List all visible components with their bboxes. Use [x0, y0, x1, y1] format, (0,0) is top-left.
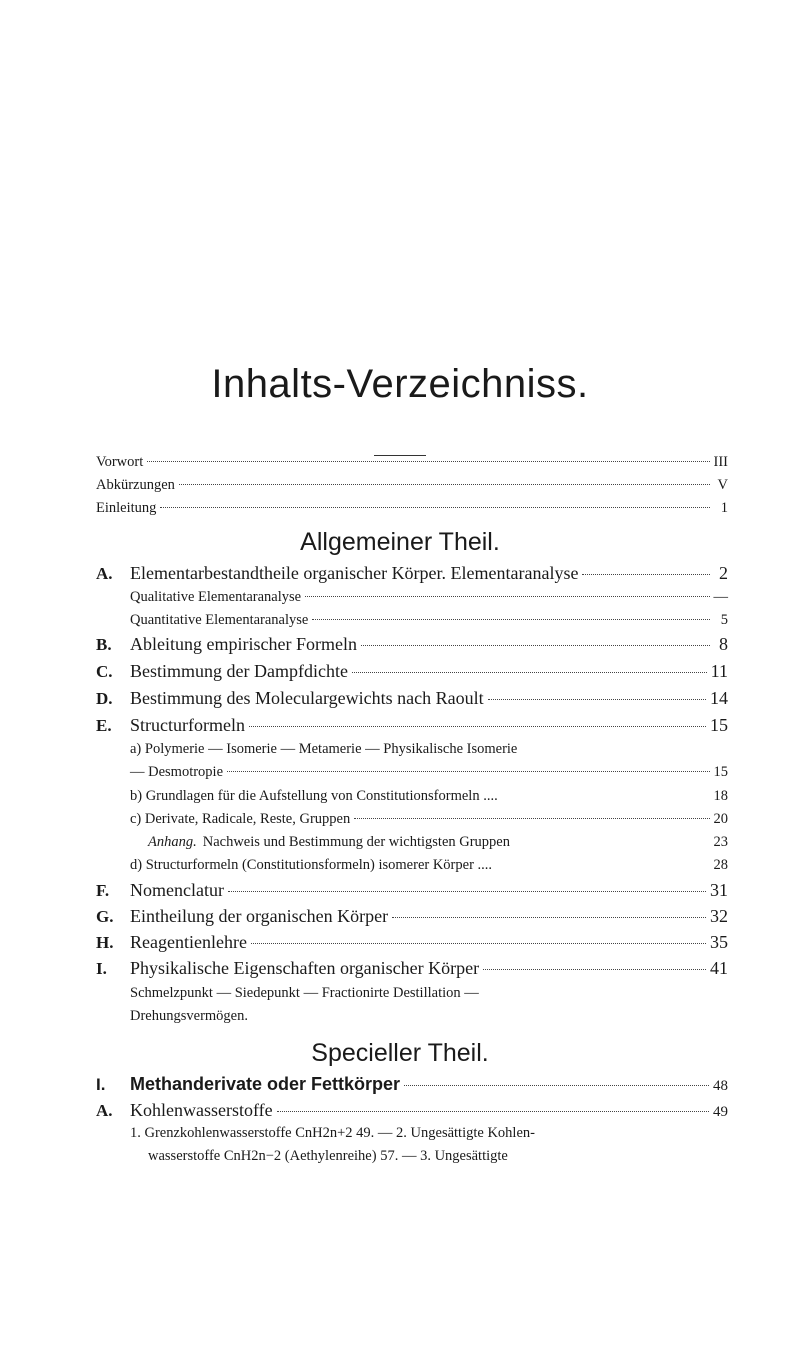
entry-text: Physikalische Eigenschaften organischer Körper: [130, 958, 480, 978]
dot-leader: [251, 943, 706, 944]
entry-label: A.: [96, 1101, 113, 1120]
toc-entry-B: [96, 634, 728, 655]
entry-text: Nomenclatur: [130, 880, 224, 900]
dot-leader: [361, 645, 710, 646]
dot-leader: [160, 507, 710, 508]
toc-entry-vorwort: [96, 454, 728, 471]
anhang-label: Anhang.: [148, 834, 197, 850]
dot-leader: [228, 891, 706, 892]
toc-subentry-physik-line2: Drehungsvermögen.: [130, 1008, 248, 1024]
entry-text: — Desmotropie: [130, 764, 224, 780]
page-number: V: [717, 477, 728, 493]
toc-subentry-b: [130, 788, 728, 805]
entry-text: Einleitung: [96, 500, 157, 516]
page-number: —: [713, 589, 728, 605]
page-number: 15: [713, 764, 728, 780]
dot-leader: [227, 771, 709, 772]
page-number: 14: [710, 688, 728, 708]
toc-entry-G: [96, 906, 728, 927]
entry-text: b) Grundlagen für die Aufstellung von Constitutionsformeln ....: [130, 788, 498, 804]
page-number: 48: [713, 1078, 728, 1094]
page-number: 28: [713, 857, 728, 873]
page-number: 41: [710, 958, 728, 978]
entry-label: F.: [96, 881, 110, 900]
toc-subentry-a-line2: [130, 764, 728, 781]
entry-text: Reagentienlehre: [130, 932, 247, 952]
entry-text: Kohlenwasserstoffe: [130, 1100, 273, 1120]
toc-subentry-d: [130, 857, 728, 874]
dot-leader: [488, 699, 706, 700]
section-heading-specieller: Specieller Theil.: [311, 1039, 489, 1067]
entry-label: D.: [96, 689, 113, 708]
entry-label: B.: [96, 635, 112, 654]
page-number: 18: [713, 788, 728, 804]
entry-label: I.: [96, 959, 107, 978]
entry-label: C.: [96, 662, 113, 681]
entry-text: Elementarbestandtheile organischer Körper. Elementaranalyse: [130, 563, 579, 583]
page-number: 5: [720, 612, 728, 628]
dot-leader: [249, 726, 706, 727]
entry-text: Abkürzungen: [96, 477, 175, 493]
entry-label: G.: [96, 907, 114, 926]
dot-leader: [312, 619, 710, 620]
toc-entry-F: [96, 880, 728, 901]
entry-label: H.: [96, 933, 114, 952]
dot-leader: [582, 574, 710, 575]
toc-subentry-qualitative: [130, 589, 728, 606]
dot-leader: [392, 917, 706, 918]
page-number: 8: [719, 634, 728, 654]
entry-text: c) Derivate, Radicale, Reste, Gruppen: [130, 811, 351, 827]
toc-entry-I: [96, 958, 728, 979]
toc-subentry-c: [130, 811, 728, 828]
entry-text: Vorwort: [96, 454, 144, 470]
entry-text: Bestimmung des Moleculargewichts nach Raoult: [130, 688, 484, 708]
entry-text: d) Structurformeln (Constitutionsformeln) isomerer Körper ....: [130, 857, 493, 873]
toc-entry-E: [96, 715, 728, 736]
entry-label: I.: [96, 1075, 106, 1094]
entry-text: Nachweis und Bestimmung der wichtigsten Gruppen: [202, 834, 510, 850]
page-number: III: [713, 454, 728, 470]
toc-entry-D: [96, 688, 728, 709]
toc-subentry-quantitative: [130, 612, 728, 629]
entry-text: Methanderivate oder Fettkörper: [130, 1074, 401, 1094]
page-number: 1: [720, 500, 728, 516]
toc-entry-einleitung: [96, 500, 728, 517]
dot-leader: [147, 461, 709, 462]
toc-subentry-a-line1: a) Polymerie — Isomerie — Metamerie — Physikalische Isomerie: [130, 741, 518, 757]
page-number: 20: [713, 811, 728, 827]
page-number: 35: [710, 932, 728, 952]
entry-text: Bestimmung der Dampfdichte: [130, 661, 348, 681]
dot-leader: [354, 818, 709, 819]
entry-text: Structurformeln: [130, 715, 245, 735]
toc-subentry-kohlenwasserstoffe-line2: wasserstoffe CnH2n−2 (Aethylenreihe) 57. — 3. Ungesättigte: [148, 1148, 508, 1164]
page-number: 11: [710, 661, 728, 681]
toc-entry-special-A: [96, 1100, 728, 1121]
page-number: 2: [719, 563, 728, 583]
page-number: 23: [713, 834, 728, 850]
toc-entry-H: [96, 932, 728, 953]
entry-text: Ableitung empirischer Formeln: [130, 634, 357, 654]
dot-leader: [305, 596, 709, 597]
page-number: 49: [713, 1104, 728, 1120]
page-number: 15: [710, 715, 728, 735]
dot-leader: [483, 969, 706, 970]
dot-leader: [179, 484, 710, 485]
toc-entry-C: [96, 661, 728, 682]
toc-subentry-physik-line1: Schmelzpunkt — Siedepunkt — Fractionirte Destillation —: [130, 985, 479, 1001]
toc-entry-A: [96, 563, 728, 584]
dot-leader: [277, 1111, 709, 1112]
entry-text: Quantitative Elementaranalyse: [130, 612, 309, 628]
toc-entry-abkuerzungen: [96, 477, 728, 494]
entry-label: E.: [96, 716, 112, 735]
page-number: 32: [710, 906, 728, 926]
entry-text: Qualitative Elementaranalyse: [130, 589, 302, 605]
dot-leader: [404, 1085, 709, 1086]
toc-subentry-kohlenwasserstoffe-line1: 1. Grenzkohlenwasserstoffe CnH2n+2 49. — 2. Ungesättigte Kohlen-: [130, 1125, 535, 1141]
entry-label: A.: [96, 564, 113, 583]
section-heading-allgemeiner: Allgemeiner Theil.: [300, 528, 500, 556]
toc-entry-special-I: [96, 1074, 728, 1095]
dot-leader: [352, 672, 707, 673]
entry-text: Eintheilung der organischen Körper: [130, 906, 389, 926]
page-number: 31: [710, 880, 728, 900]
toc-subentry-anhang: [148, 834, 728, 851]
page-title: Inhalts-Verzeichniss.: [211, 362, 589, 406]
